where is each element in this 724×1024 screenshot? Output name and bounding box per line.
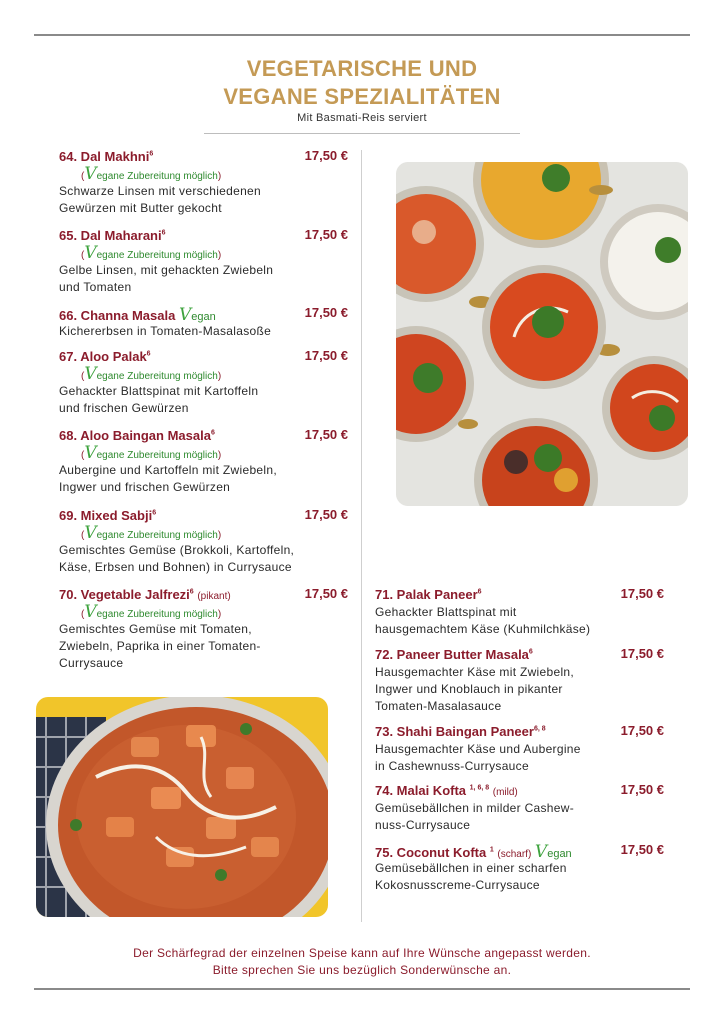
vegan-tag: Vegan: [178, 305, 216, 325]
item-name: 66. Channa Masala Vegan: [59, 305, 216, 325]
item-description: Aubergine und Kartoffeln mit Zwiebeln, Ingwer und frischen Gewürzen: [59, 463, 277, 494]
vegan-possible-note: (Vegane Zubereitung möglich): [81, 602, 222, 622]
item-description: Gemüsebällchen in milder Cashew- nuss-Currysauce: [375, 801, 575, 832]
menu-item-67: [59, 348, 348, 417]
vegan-tag: Vegan: [534, 842, 572, 862]
menu-item-71: [375, 586, 664, 638]
vegan-v-icon: V: [84, 443, 97, 463]
item-name: 64. Dal Makhni$^6$: [59, 149, 154, 164]
item-price: 17,50 €: [304, 348, 348, 363]
bottom-divider: [34, 988, 690, 990]
vegan-v-icon: V: [84, 523, 97, 543]
menu-item-69: [59, 507, 348, 576]
item-description: Gehackter Blattspinat mit hausgemachtem Käse (Kuhmilchkäse): [375, 605, 591, 636]
item-name: 75. Coconut Kofta $^1$ (scharf) Vegan: [375, 842, 572, 862]
vegan-v-icon: V: [84, 164, 97, 184]
vegan-v-icon: V: [178, 305, 192, 325]
footer-note-line2: Bitte sprechen Sie uns bezüglich Sonderwünsche an.: [212, 963, 512, 977]
item-description: Gelbe Linsen, mit gehackten Zwiebeln und Tomaten: [59, 263, 274, 294]
vegan-possible-note: (Vegane Zubereitung möglich): [81, 364, 222, 384]
vegan-v-icon: V: [84, 243, 97, 263]
column-divider: [361, 150, 362, 922]
item-price: 17,50 €: [304, 427, 348, 442]
item-name: 72. Paneer Butter Masala$^6$: [375, 647, 533, 662]
item-description: Kichererbsen in Tomaten-Masalasoße: [59, 324, 272, 338]
vegan-possible-note: (Vegane Zubereitung möglich): [81, 523, 222, 543]
menu-item-70: [59, 586, 348, 672]
menu-item-64: [59, 148, 348, 217]
item-name: 70. Vegetable Jalfrezi$^6$ (pikant): [59, 587, 231, 602]
paneer-curry-photo: [36, 697, 328, 917]
vegan-possible-note: (Vegane Zubereitung möglich): [81, 164, 222, 184]
item-name: 73. Shahi Baingan Paneer$^{6, 8}$: [375, 724, 546, 739]
item-description: Gemüsebällchen in einer scharfen Kokosnusscreme-Currysauce: [375, 861, 567, 892]
item-description: Gemischtes Gemüse mit Tomaten, Zwiebeln, Paprika in einer Tomaten- Currysauce: [59, 622, 261, 670]
item-name: 71. Palak Paneer$^6$: [375, 587, 482, 602]
item-description: Hausgemachter Käse und Aubergine in Cashewnuss-Currysauce: [375, 742, 581, 773]
subtitle-divider: [204, 133, 520, 134]
vegan-possible-note: (Vegane Zubereitung möglich): [81, 243, 222, 263]
item-name: 67. Aloo Palak$^6$: [59, 349, 151, 364]
vegan-v-icon: V: [84, 602, 97, 622]
item-name: 69. Mixed Sabji$^6$: [59, 508, 157, 523]
item-price: 17,50 €: [620, 586, 664, 601]
item-description: Schwarze Linsen mit verschiedenen Gewürzen mit Butter gekocht: [59, 184, 261, 215]
curry-bowls-photo: [396, 162, 688, 506]
item-name: 65. Dal Maharani$^6$: [59, 228, 166, 243]
item-price: 17,50 €: [304, 305, 348, 320]
item-description: Hausgemachter Käse mit Zwiebeln, Ingwer und Knoblauch in pikanter Tomaten-Masalasauce: [375, 665, 575, 713]
page-title-line2: VEGANE SPEZIALITÄTEN: [223, 84, 501, 109]
item-price: 17,50 €: [304, 586, 348, 601]
item-name: 68. Aloo Baingan Masala$^6$: [59, 428, 215, 443]
vegan-v-icon: V: [84, 364, 97, 384]
top-divider: [34, 34, 690, 36]
page-subtitle: Mit Basmati-Reis serviert: [297, 112, 427, 124]
menu-item-68: [59, 427, 348, 496]
item-name: 74. Malai Kofta $^{1, 6, 8}$ (mild): [375, 783, 518, 798]
vegan-possible-note: (Vegane Zubereitung möglich): [81, 443, 222, 463]
item-price: 17,50 €: [304, 507, 348, 522]
menu-item-73: [375, 723, 664, 775]
page-title-line1: VEGETARISCHE UND: [246, 56, 478, 81]
item-description: Gemischtes Gemüse (Brokkoli, Kartoffeln, Käse, Erbsen und Bohnen) in Currysauce: [59, 543, 295, 574]
menu-item-72: [375, 646, 664, 715]
item-price: 17,50 €: [304, 227, 348, 242]
vegan-v-icon: V: [534, 842, 548, 862]
item-description: Gehackter Blattspinat mit Kartoffeln und frischen Gewürzen: [59, 384, 259, 415]
item-price: 17,50 €: [620, 646, 664, 661]
menu-item-66: [59, 305, 348, 340]
item-price: 17,50 €: [620, 782, 664, 797]
footer-note-line1: Der Schärfegrad der einzelnen Speise kann auf Ihre Wünsche angepasst werden.: [133, 946, 591, 960]
item-price: 17,50 €: [620, 723, 664, 738]
menu-item-75: [375, 842, 664, 894]
item-price: 17,50 €: [304, 148, 348, 163]
menu-item-74: [375, 782, 664, 834]
menu-item-65: [59, 227, 348, 296]
item-price: 17,50 €: [620, 842, 664, 857]
